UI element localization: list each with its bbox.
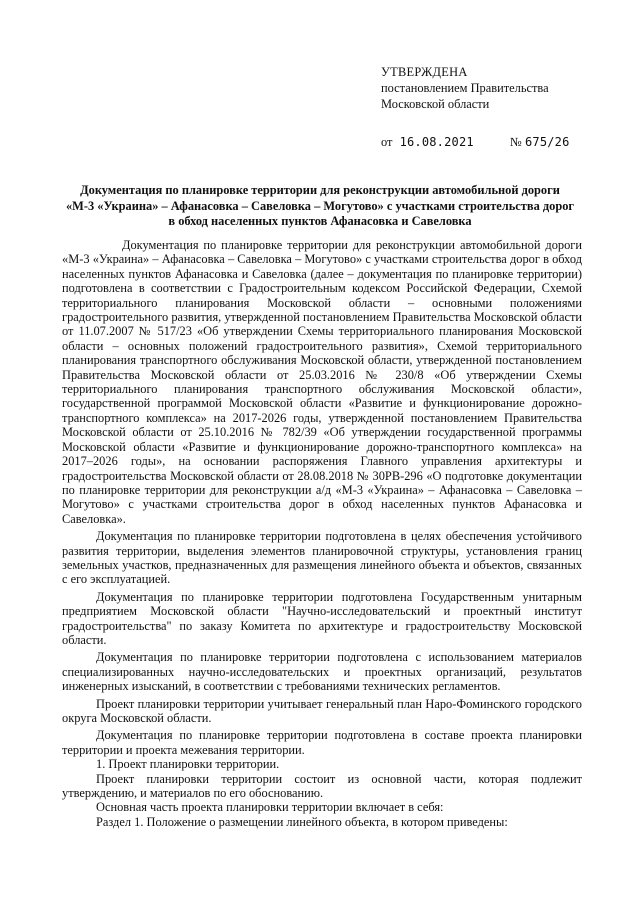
decree-from-label: от xyxy=(381,135,393,149)
approval-line-1: постановлением Правительства xyxy=(381,81,549,95)
paragraph: 1. Проект планировки территории. xyxy=(96,757,280,772)
paragraph: Раздел 1. Положение о размещении линейного объекта, в котором приведены: xyxy=(96,814,508,829)
paragraph: Проект планировки территории состоит из основной части, которая подлежит утверждению, и материалов по его обоснованию. xyxy=(62,771,582,801)
decree-reference xyxy=(381,135,570,150)
decree-number-label: № xyxy=(510,135,522,149)
approval-line-2: Московской области xyxy=(381,97,490,111)
title-line-2: «М-3 «Украина» – Афанасовка – Савеловка – Могутово» с участками строительства дорог xyxy=(65,198,575,213)
paragraph: Документация по планировке территории подготовлена Государственным унитарным предприятием Московской области "Научно-исследовательский и проектный институт градостроительства" по заказу Комитета по архитектуре и градостроительству Московской области. xyxy=(62,589,582,647)
paragraph: Документация по планировке территории для реконструкции автомобильной дороги «М-3 «Украина» – Афанасовка – Савеловка – Могутово» с участками строительства дорог в обход населенных пунктов Афанасовка и Савеловка (далее – документация по планировке территории) подготовлена в соответствии с Градостроительным кодексом Российской Федерации, Схемой территориального планирования Московской области – основными положениями градостроительного развития, утвержденной постановлением Правительства Московской области от 11.07.2007 № 517/23 «Об утверждении Схемы территориального планирования Московской области – основных положений градостроительного развития», Схемой территориального планирования транспортного обслуживания Московской области, утвержденной постановлением Правительства Московской области от 25.03.2016 № 230/8 «Об утверждении Схемы территориального планирования транспортного обслуживания Московской области», государственной программой Московской области «Развитие и функционирование дорожно-транспортного комплекса» на 2017-2026 годы, утвержденной постановлением Правительства Московской области от 25.10.2016 № 782/39 «Об утверждении государственной программы Московской области «Развитие и функционирование дорожно-транспортного комплекса» на 2017–2026 годы», на основании распоряжения Главного управления архитектуры и градостроительства Московской области от 28.08.2018 № 30РВ-296 «О подготовке документации по планировке территории для реконструкции а/д «М-3 «Украина» – Афанасовка – Савеловка – Могутово» с участками строительства дорог в обход населенных пунктов Афанасовка и Савеловка». xyxy=(62,238,582,526)
decree-number: 675/26 xyxy=(524,135,570,149)
approval-heading: УТВЕРЖДЕНА xyxy=(381,65,468,79)
title-line-1: Документация по планировке территории для реконструкции автомобильной дороги xyxy=(80,183,560,197)
decree-date: 16.08.2021 xyxy=(399,135,474,149)
paragraph: Основная часть проекта планировки территории включает в себя: xyxy=(96,800,444,815)
approval-stamp xyxy=(381,64,621,112)
document-body xyxy=(62,238,582,829)
paragraph: Документация по планировке территории подготовлена в составе проекта планировки территории и проекта межевания территории. xyxy=(62,728,582,757)
paragraph: Документация по планировке территории подготовлена с использованием материалов специализированных научно-исследовательских и проектных организаций, результатов инженерных изысканий, в соответствии с требованиями технических регламентов. xyxy=(62,650,582,694)
document-title xyxy=(44,183,596,230)
title-line-3: в обход населенных пунктов Афанасовка и Савеловка xyxy=(168,214,472,229)
paragraph: Проект планировки территории учитывает генеральный план Наро-Фоминского городского округа Московской области. xyxy=(62,696,582,725)
paragraph: Документация по планировке территории подготовлена в целях обеспечения устойчивого развития территории, выделения элементов планировочной структуры, установления границ земельных участков, предназначенных для размещения линейного объекта и объектов, связанных с его эксплуатацией. xyxy=(62,529,582,587)
